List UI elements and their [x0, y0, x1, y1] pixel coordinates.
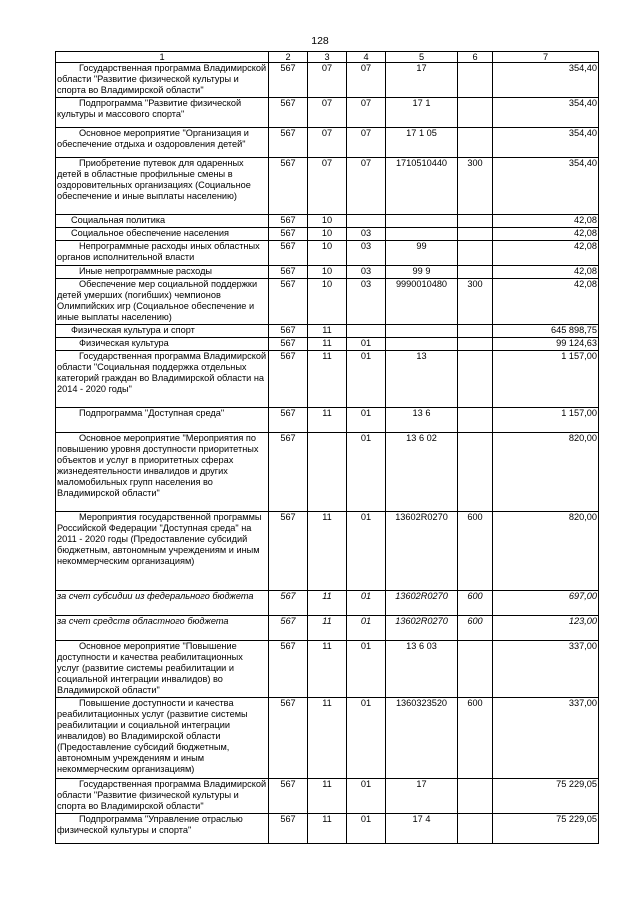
col-4-value: 01: [347, 512, 386, 591]
table-row: [56, 63, 599, 98]
col-5-value: [386, 215, 458, 228]
col-4-value: [347, 325, 386, 338]
col-5-value: 17 1 05: [386, 128, 458, 158]
col-4-value: 07: [347, 158, 386, 215]
col-6-value: [458, 215, 493, 228]
col-4-value: 01: [347, 351, 386, 408]
col-5-value: 13602R0270: [386, 616, 458, 641]
row-name: Физическая культура и спорт: [56, 325, 269, 338]
row-name: за счет средств областного бюджета: [56, 616, 269, 641]
header-col-1: 1: [56, 52, 269, 63]
col-2-value: 567: [269, 408, 308, 433]
col-6-value: [458, 779, 493, 814]
table-row: [56, 698, 599, 779]
col-4-value: 01: [347, 641, 386, 698]
col-2-value: 567: [269, 279, 308, 325]
col-3-value: 11: [308, 338, 347, 351]
amount-value: 337,00: [493, 641, 599, 698]
col-5-value: [386, 228, 458, 241]
col-6-value: [458, 98, 493, 128]
amount-value: 42,08: [493, 279, 599, 325]
col-6-value: [458, 338, 493, 351]
amount-value: 354,40: [493, 63, 599, 98]
col-5-value: 99 9: [386, 266, 458, 279]
row-name: Социальное обеспечение населения: [56, 228, 269, 241]
header-col-2: 2: [269, 52, 308, 63]
table-row: [56, 351, 599, 408]
col-2-value: 567: [269, 591, 308, 616]
col-3-value: 11: [308, 698, 347, 779]
amount-value: 645 898,75: [493, 325, 599, 338]
amount-value: 820,00: [493, 512, 599, 591]
col-2-value: 567: [269, 351, 308, 408]
col-4-value: 01: [347, 433, 386, 512]
col-6-value: [458, 128, 493, 158]
col-5-value: 13 6 02: [386, 433, 458, 512]
amount-value: 697,00: [493, 591, 599, 616]
col-5-value: 13602R0270: [386, 591, 458, 616]
col-4-value: 01: [347, 338, 386, 351]
amount-value: 820,00: [493, 433, 599, 512]
col-2-value: 567: [269, 779, 308, 814]
col-4-value: 03: [347, 266, 386, 279]
col-4-value: 01: [347, 591, 386, 616]
col-6-value: [458, 351, 493, 408]
col-3-value: [308, 433, 347, 512]
col-3-value: 11: [308, 616, 347, 641]
table-row: [56, 266, 599, 279]
row-name: Основное мероприятие "Организация и обеспечение отдыха и оздоровления детей": [56, 128, 269, 158]
table-row: [56, 814, 599, 844]
col-3-value: 07: [308, 98, 347, 128]
col-4-value: 03: [347, 279, 386, 325]
header-col-6: 6: [458, 52, 493, 63]
row-name: Обеспечение мер социальной поддержки детей умерших (погибших) чемпионов Олимпийских игр (Социальное обеспечение и иные выплаты населению): [56, 279, 269, 325]
col-6-value: 300: [458, 158, 493, 215]
col-4-value: 01: [347, 616, 386, 641]
col-6-value: 300: [458, 279, 493, 325]
amount-value: 42,08: [493, 228, 599, 241]
col-3-value: 11: [308, 779, 347, 814]
col-3-value: 10: [308, 228, 347, 241]
col-4-value: 01: [347, 779, 386, 814]
table-row: [56, 228, 599, 241]
col-2-value: 567: [269, 98, 308, 128]
table-row: [56, 338, 599, 351]
col-5-value: 13 6: [386, 408, 458, 433]
col-5-value: 13602R0270: [386, 512, 458, 591]
col-2-value: 567: [269, 616, 308, 641]
col-4-value: 03: [347, 228, 386, 241]
col-4-value: 07: [347, 98, 386, 128]
amount-value: 42,08: [493, 241, 599, 266]
amount-value: 42,08: [493, 215, 599, 228]
row-name: Подпрограмма "Доступная среда": [56, 408, 269, 433]
col-3-value: 11: [308, 351, 347, 408]
col-4-value: 07: [347, 128, 386, 158]
col-2-value: 567: [269, 338, 308, 351]
col-6-value: 600: [458, 616, 493, 641]
row-name: Государственная программа Владимирской области "Развитие физической культуры и спорта во Владимирской области": [56, 779, 269, 814]
row-name: Государственная программа Владимирской области "Социальная поддержка отдельных категорий граждан во Владимирской области на 2014 - 2020 годы": [56, 351, 269, 408]
col-2-value: 567: [269, 63, 308, 98]
amount-value: 1 157,00: [493, 408, 599, 433]
col-2-value: 567: [269, 158, 308, 215]
table-row: [56, 641, 599, 698]
table-row: [56, 98, 599, 128]
table-row: [56, 512, 599, 591]
col-3-value: 07: [308, 128, 347, 158]
row-name: Физическая культура: [56, 338, 269, 351]
col-6-value: [458, 228, 493, 241]
col-2-value: 567: [269, 641, 308, 698]
amount-value: 75 229,05: [493, 814, 599, 844]
table-row: [56, 279, 599, 325]
col-2-value: 567: [269, 814, 308, 844]
row-name: Приобретение путевок для одаренных детей в областные профильные смены в оздоровительных организациях (Социальное обеспечение и иные выплаты населению): [56, 158, 269, 215]
col-2-value: 567: [269, 433, 308, 512]
amount-value: 99 124,63: [493, 338, 599, 351]
table-row: [56, 408, 599, 433]
col-2-value: 567: [269, 241, 308, 266]
col-6-value: 600: [458, 591, 493, 616]
col-5-value: 9990010480: [386, 279, 458, 325]
table-row: [56, 158, 599, 215]
col-6-value: [458, 433, 493, 512]
col-5-value: 17: [386, 63, 458, 98]
col-3-value: 10: [308, 279, 347, 325]
col-2-value: 567: [269, 512, 308, 591]
table-row: [56, 128, 599, 158]
col-3-value: 10: [308, 215, 347, 228]
col-6-value: 600: [458, 698, 493, 779]
col-2-value: 567: [269, 228, 308, 241]
col-5-value: 17 4: [386, 814, 458, 844]
col-4-value: 01: [347, 698, 386, 779]
col-4-value: 07: [347, 63, 386, 98]
col-4-value: 01: [347, 408, 386, 433]
col-5-value: 17 1: [386, 98, 458, 128]
table-row: [56, 779, 599, 814]
row-name: Непрограммные расходы иных областных органов исполнительной власти: [56, 241, 269, 266]
col-5-value: 13: [386, 351, 458, 408]
col-4-value: 03: [347, 241, 386, 266]
amount-value: 337,00: [493, 698, 599, 779]
row-name: Основное мероприятие "Мероприятия по повышению уровня доступности приоритетных объектов и услуг в приоритетных сферах жизнедеятельности инвалидов и других маломобильных групп населения во Владимирской области": [56, 433, 269, 512]
table-header-row: [56, 52, 599, 63]
col-4-value: 01: [347, 814, 386, 844]
col-5-value: [386, 325, 458, 338]
col-3-value: 10: [308, 241, 347, 266]
col-2-value: 567: [269, 698, 308, 779]
col-6-value: [458, 408, 493, 433]
col-3-value: 10: [308, 266, 347, 279]
col-3-value: 07: [308, 63, 347, 98]
row-name: Государственная программа Владимирской области "Развитие физической культуры и спорта во Владимирской области": [56, 63, 269, 98]
col-6-value: 600: [458, 512, 493, 591]
col-4-value: [347, 215, 386, 228]
header-col-7: 7: [493, 52, 599, 63]
row-name: Социальная политика: [56, 215, 269, 228]
col-2-value: 567: [269, 215, 308, 228]
table-row: [56, 325, 599, 338]
col-6-value: [458, 325, 493, 338]
col-5-value: 1360323520: [386, 698, 458, 779]
row-name: за счет субсидии из федерального бюджета: [56, 591, 269, 616]
col-6-value: [458, 266, 493, 279]
col-5-value: 13 6 03: [386, 641, 458, 698]
col-5-value: [386, 338, 458, 351]
col-6-value: [458, 814, 493, 844]
table-row: [56, 215, 599, 228]
header-col-4: 4: [347, 52, 386, 63]
row-name: Подпрограмма "Развитие физической культуры и массового спорта": [56, 98, 269, 128]
row-name: Иные непрограммные расходы: [56, 266, 269, 279]
table-row: [56, 591, 599, 616]
col-3-value: 11: [308, 591, 347, 616]
amount-value: 42,08: [493, 266, 599, 279]
col-3-value: 11: [308, 512, 347, 591]
row-name: Подпрограмма "Управление отраслью физической культуры и спорта": [56, 814, 269, 844]
col-6-value: [458, 641, 493, 698]
col-3-value: 11: [308, 641, 347, 698]
table-row: [56, 433, 599, 512]
amount-value: 354,40: [493, 98, 599, 128]
col-2-value: 567: [269, 325, 308, 338]
col-2-value: 567: [269, 128, 308, 158]
col-5-value: 17: [386, 779, 458, 814]
amount-value: 1 157,00: [493, 351, 599, 408]
col-5-value: 99: [386, 241, 458, 266]
budget-table: [55, 51, 599, 844]
col-5-value: 1710510440: [386, 158, 458, 215]
col-3-value: 11: [308, 325, 347, 338]
col-6-value: [458, 241, 493, 266]
header-col-5: 5: [386, 52, 458, 63]
header-col-3: 3: [308, 52, 347, 63]
amount-value: 354,40: [493, 158, 599, 215]
col-3-value: 07: [308, 158, 347, 215]
table-row: [56, 616, 599, 641]
amount-value: 354,40: [493, 128, 599, 158]
table-row: [56, 241, 599, 266]
amount-value: 75 229,05: [493, 779, 599, 814]
row-name: Основное мероприятие "Повышение доступности и качества реабилитационных услуг (развитие системы реабилитации и социальной интеграции инвалидов) во Владимирской области": [56, 641, 269, 698]
col-2-value: 567: [269, 266, 308, 279]
amount-value: 123,00: [493, 616, 599, 641]
row-name: Повышение доступности и качества реабилитационных услуг (развитие системы реабилитации и социальной интеграции инвалидов) во Владимирской области (Предоставление субсидий бюджетным, автономным учреждениям и иным некоммерческим организациям): [56, 698, 269, 779]
col-6-value: [458, 63, 493, 98]
col-3-value: 11: [308, 408, 347, 433]
row-name: Мероприятия государственной программы Российской Федерации "Доступная среда" на 2011 - 2020 годы (Предоставление субсидий бюджетным, автономным учреждениям и иным некоммерческим организациям): [56, 512, 269, 591]
page-number: 128: [311, 35, 329, 47]
col-3-value: 11: [308, 814, 347, 844]
